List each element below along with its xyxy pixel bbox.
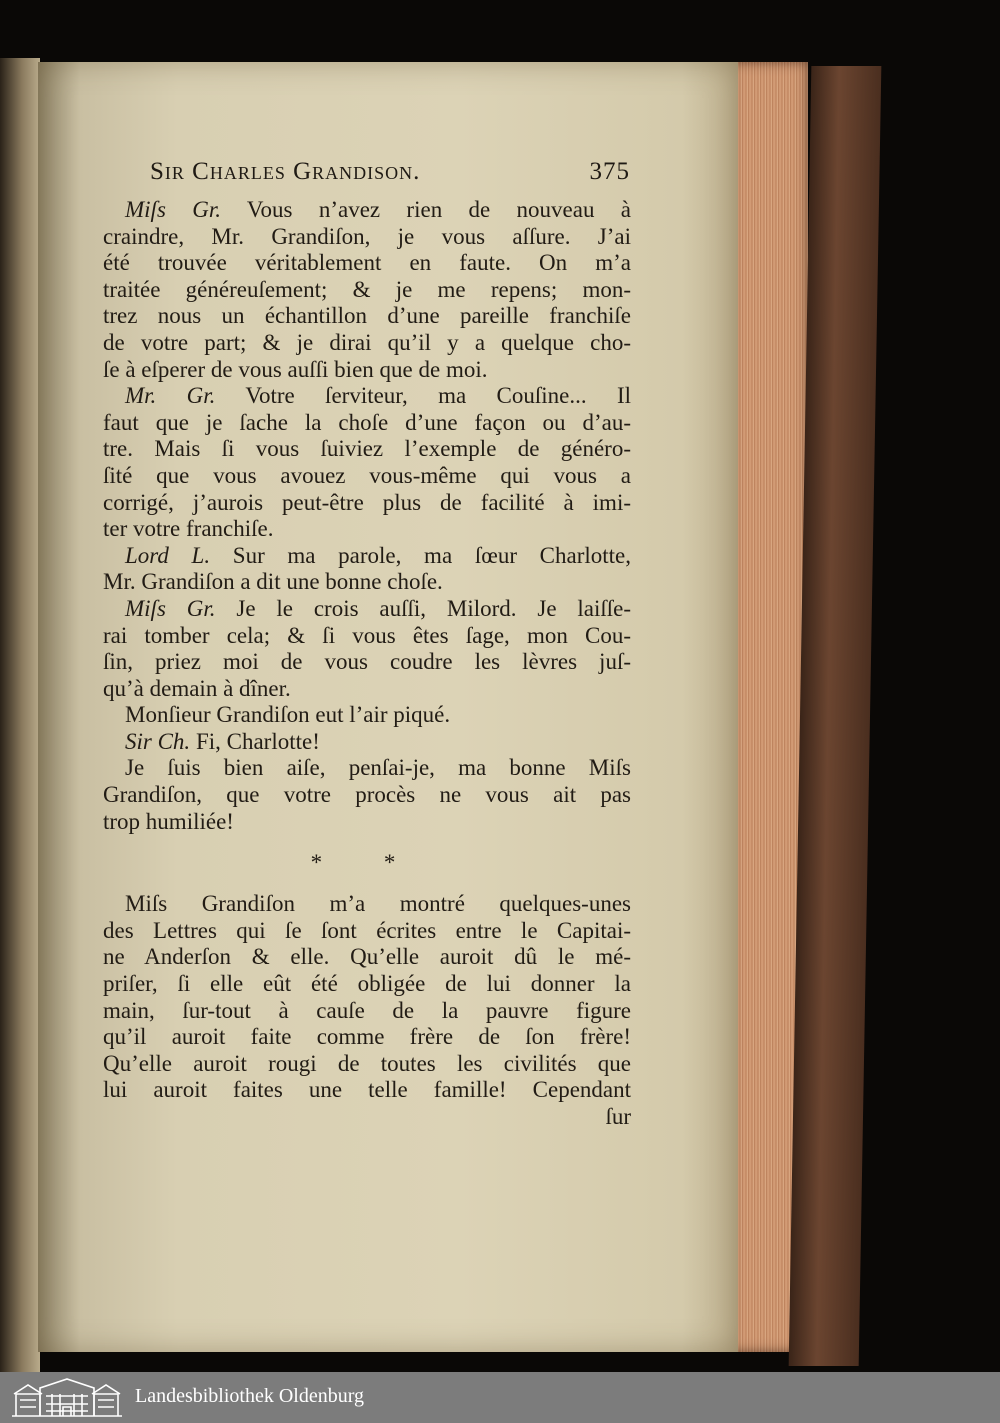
text-line: Miſs Gr. Je le crois auſſi, Milord. Je laiſſe-: [125, 595, 631, 621]
text-line: priſer, ſi elle eût été obligée de lui donner la: [103, 971, 631, 997]
text-line: qu’à demain à dîner.: [103, 675, 291, 701]
text-line: ſin, priez moi de vous coudre les lèvres juſ-: [103, 649, 631, 675]
text-line: ne Anderſon & elle. Qu’elle auroit dû le mé-: [103, 944, 631, 970]
text-line: qu’il auroit faite comme frère de ſon frère!: [103, 1024, 631, 1050]
text-line: rai tomber cela; & ſi vous êtes ſage, mon Cou-: [103, 622, 631, 648]
facing-page-edge: [0, 58, 40, 1372]
text-line: trez nous un échantillon d’une pareille franchiſe: [103, 303, 631, 329]
section-separator: * *: [310, 850, 424, 876]
running-title: Sir Charles Grandison.: [150, 158, 421, 185]
speaker-label: Miſs Gr.: [125, 595, 216, 621]
text-line: Monſieur Grandiſon eut l’air piqué.: [125, 702, 451, 728]
catchword: ſur: [605, 1104, 631, 1129]
text-line: faut que je ſache la choſe d’une façon ou d’au-: [103, 409, 631, 435]
text-line: ſité que vous avouez vous-même qui vous a: [103, 462, 631, 488]
text-line: Qu’elle auroit rougi de toutes les civilités que: [103, 1050, 631, 1076]
speaker-label: Lord L.: [125, 542, 211, 568]
text-line: trop humiliée!: [103, 808, 234, 834]
text-line: traitée généreuſement; & je me repens; mon-: [103, 276, 631, 302]
running-head: [150, 158, 630, 190]
text-line: Mr. Grandiſon a dit une bonne choſe.: [103, 569, 443, 595]
text-line: ter votre franchiſe.: [103, 516, 274, 542]
text-line: des Lettres qui ſe ſont écrites entre le Capitai-: [103, 917, 631, 943]
text-line: de votre part; & je dirai qu’il y a quelque cho-: [103, 329, 631, 355]
text-line: tre. Mais ſi vous ſuiviez l’exemple de généro-: [103, 436, 631, 462]
text-line: corrigé, j’aurois peut-être plus de facilité à imi-: [103, 489, 631, 515]
speaker-label: Sir Ch.: [125, 728, 191, 754]
page-number: 375: [589, 158, 630, 185]
library-building-logo-icon: [8, 1376, 126, 1418]
text-line: craindre, Mr. Grandiſon, je vous aſſure. J’ai: [103, 223, 631, 249]
text-line: Lord L. Sur ma parole, ma ſœur Charlotte,: [125, 542, 631, 568]
text-line: Grandiſon, que votre procès ne vous ait pas: [103, 782, 631, 808]
text-line: ſe à eſperer de vous auſſi bien que de moi.: [103, 356, 488, 382]
speaker-label: Miſs Gr.: [125, 197, 221, 222]
text-block: [103, 197, 631, 1131]
text-line: été trouvée véritablement en faute. On m’a: [103, 250, 631, 276]
text-line: Miſs Gr. Vous n’avez rien de nouveau à: [125, 197, 631, 222]
text-line: main, ſur-tout à cauſe de la pauvre figure: [103, 997, 631, 1023]
text-line: Mr. Gr. Votre ſerviteur, ma Couſine... Il: [125, 383, 631, 409]
footer-bar: [0, 1372, 1000, 1423]
text-line: Miſs Grandiſon m’a montré quelques-unes: [125, 891, 631, 917]
speaker-label: Mr. Gr.: [125, 383, 216, 409]
text-line: Sir Ch. Fi, Charlotte!: [125, 728, 320, 754]
text-line: Je ſuis bien aiſe, penſai-je, ma bonne Miſs: [125, 755, 631, 781]
text-line: lui auroit faites une telle famille! Cependant: [103, 1077, 631, 1103]
library-name: Landesbibliothek Oldenburg: [135, 1385, 365, 1407]
